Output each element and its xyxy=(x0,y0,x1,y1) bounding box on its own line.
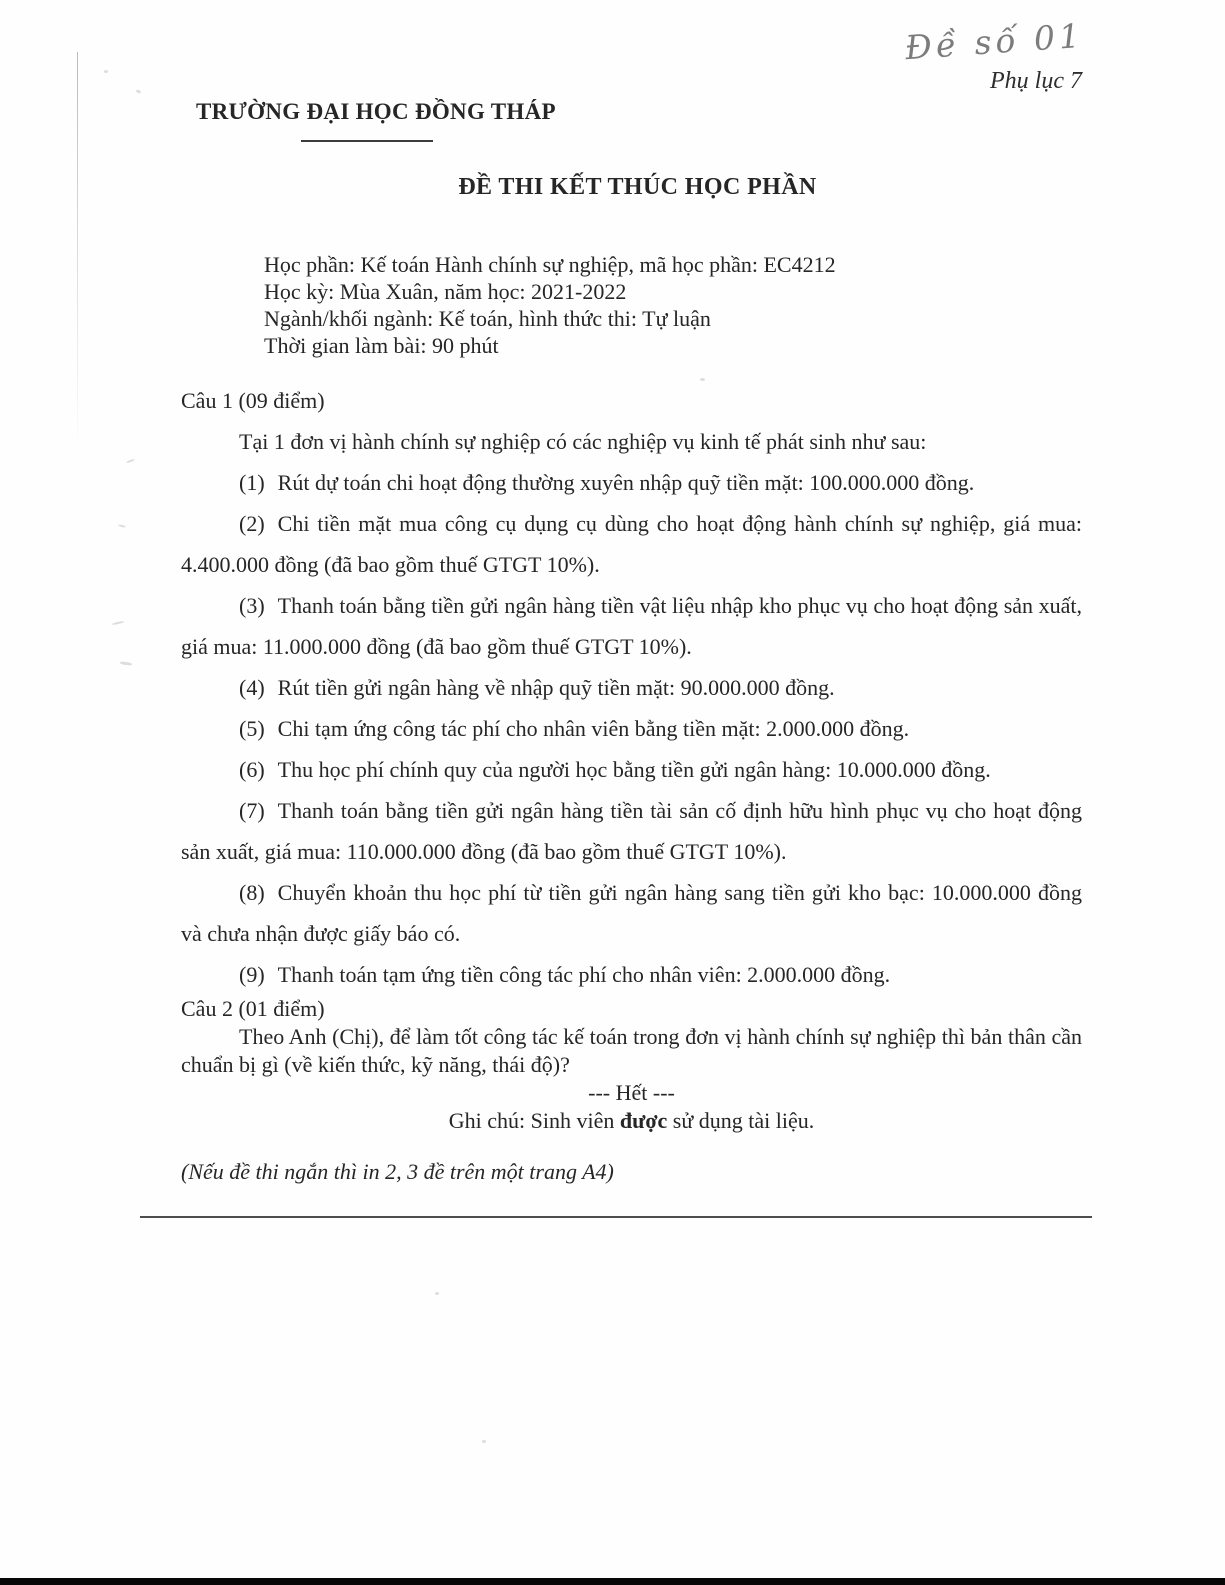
scan-artifact-speck xyxy=(112,621,124,625)
item-text: Thanh toán tạm ứng tiền công tác phí cho nhân viên: 2.000.000 đồng. xyxy=(277,962,891,987)
scan-artifact-speck xyxy=(126,459,135,464)
university-underline xyxy=(301,140,433,142)
end-marker: --- Hết --- xyxy=(588,1080,675,1105)
scan-artifact-speck xyxy=(482,1440,486,1443)
course-info-block xyxy=(264,251,836,359)
scan-artifact-speck xyxy=(700,378,705,381)
question1-item xyxy=(181,872,1082,954)
exam-body xyxy=(181,380,1082,1187)
scan-artifact-speck xyxy=(120,661,132,666)
question2-text: Theo Anh (Chị), để làm tốt công tác kế toán trong đơn vị hành chính sự nghiệp thì bản thân cần chuẩn bị gì (về kiến thức, kỹ năng, thái độ)? xyxy=(181,1024,1082,1077)
item-text: Rút tiền gửi ngân hàng về nhập quỹ tiền mặt: 90.000.000 đồng. xyxy=(277,675,835,700)
question1-heading: Câu 1 (09 điểm) xyxy=(181,388,325,413)
question1-item xyxy=(181,462,1082,503)
usage-note-suffix: sử dụng tài liệu. xyxy=(667,1108,815,1133)
question1-items xyxy=(181,462,1082,995)
item-number: (1) xyxy=(239,470,265,495)
question1-item xyxy=(181,708,1082,749)
usage-note xyxy=(181,1107,1082,1135)
scan-artifact-speck xyxy=(118,524,126,528)
print-instruction-note: (Nếu đề thi ngắn thì in 2, 3 đề trên một trang A4) xyxy=(181,1159,614,1184)
scan-artifact-speck xyxy=(435,1292,439,1295)
item-number: (3) xyxy=(239,593,265,618)
question1-item xyxy=(181,667,1082,708)
exam-title: ĐỀ THI KẾT THÚC HỌC PHẦN xyxy=(458,174,817,200)
item-number: (9) xyxy=(239,962,265,987)
handwritten-exam-number: Đề số 01 xyxy=(903,15,1086,68)
question1-intro: Tại 1 đơn vị hành chính sự nghiệp có các nghiệp vụ kinh tế phát sinh như sau: xyxy=(239,429,927,454)
question2-heading: Câu 2 (01 điểm) xyxy=(181,996,325,1021)
item-number: (2) xyxy=(239,511,265,536)
item-number: (6) xyxy=(239,757,265,782)
item-text: Chi tạm ứng công tác phí cho nhân viên bằng tiền mặt: 2.000.000 đồng. xyxy=(277,716,910,741)
question2-section xyxy=(181,995,1082,1135)
item-number: (7) xyxy=(239,798,265,823)
item-text: Thanh toán bằng tiền gửi ngân hàng tiền tài sản cố định hữu hình phục vụ cho hoạt động sản xuất, giá mua: 110.000.000 đồng (đã bao gồm thuế GTGT 10%). xyxy=(181,798,1082,864)
scan-artifact-line xyxy=(77,52,78,452)
item-number: (8) xyxy=(239,880,265,905)
scan-artifact-speck xyxy=(104,70,108,73)
question1-item xyxy=(181,585,1082,667)
question1-item xyxy=(181,503,1082,585)
scan-artifact-speck xyxy=(136,89,142,94)
scan-edge-bar xyxy=(0,1578,1225,1585)
question1-item xyxy=(181,954,1082,995)
appendix-label: Phụ lục 7 xyxy=(990,68,1082,94)
usage-note-bold: được xyxy=(619,1108,668,1133)
item-text: Thu học phí chính quy của người học bằng tiền gửi ngân hàng: 10.000.000 đồng. xyxy=(277,757,991,782)
university-name: TRƯỜNG ĐẠI HỌC ĐỒNG THÁP xyxy=(196,99,556,124)
course-info-duration: Thời gian làm bài: 90 phút xyxy=(264,333,499,358)
item-number: (5) xyxy=(239,716,265,741)
item-number: (4) xyxy=(239,675,265,700)
item-text: Chi tiền mặt mua công cụ dụng cụ dùng cho hoạt động hành chính sự nghiệp, giá mua: 4.400.000 đồng (đã bao gồm thuế GTGT 10%). xyxy=(181,511,1082,577)
question1-item xyxy=(181,749,1082,790)
item-text: Thanh toán bằng tiền gửi ngân hàng tiền vật liệu nhập kho phục vụ cho hoạt động sản xuất, giá mua: 11.000.000 đồng (đã bao gồm thuế GTGT 10%). xyxy=(181,593,1082,659)
item-text: Chuyển khoản thu học phí từ tiền gửi ngân hàng sang tiền gửi kho bạc: 10.000.000 đồng và chưa nhận được giấy báo có. xyxy=(181,880,1082,946)
course-info-semester: Học kỳ: Mùa Xuân, năm học: 2021-2022 xyxy=(264,279,627,304)
item-text: Rút dự toán chi hoạt động thường xuyên nhập quỹ tiền mặt: 100.000.000 đồng. xyxy=(277,470,975,495)
course-info-course: Học phần: Kế toán Hành chính sự nghiệp, mã học phần: EC4212 xyxy=(264,252,836,277)
footer-divider xyxy=(140,1216,1092,1218)
usage-note-prefix: Ghi chú: Sinh viên xyxy=(448,1108,620,1133)
question1-item xyxy=(181,790,1082,872)
course-info-major: Ngành/khối ngành: Kế toán, hình thức thi: Tự luận xyxy=(264,306,711,331)
